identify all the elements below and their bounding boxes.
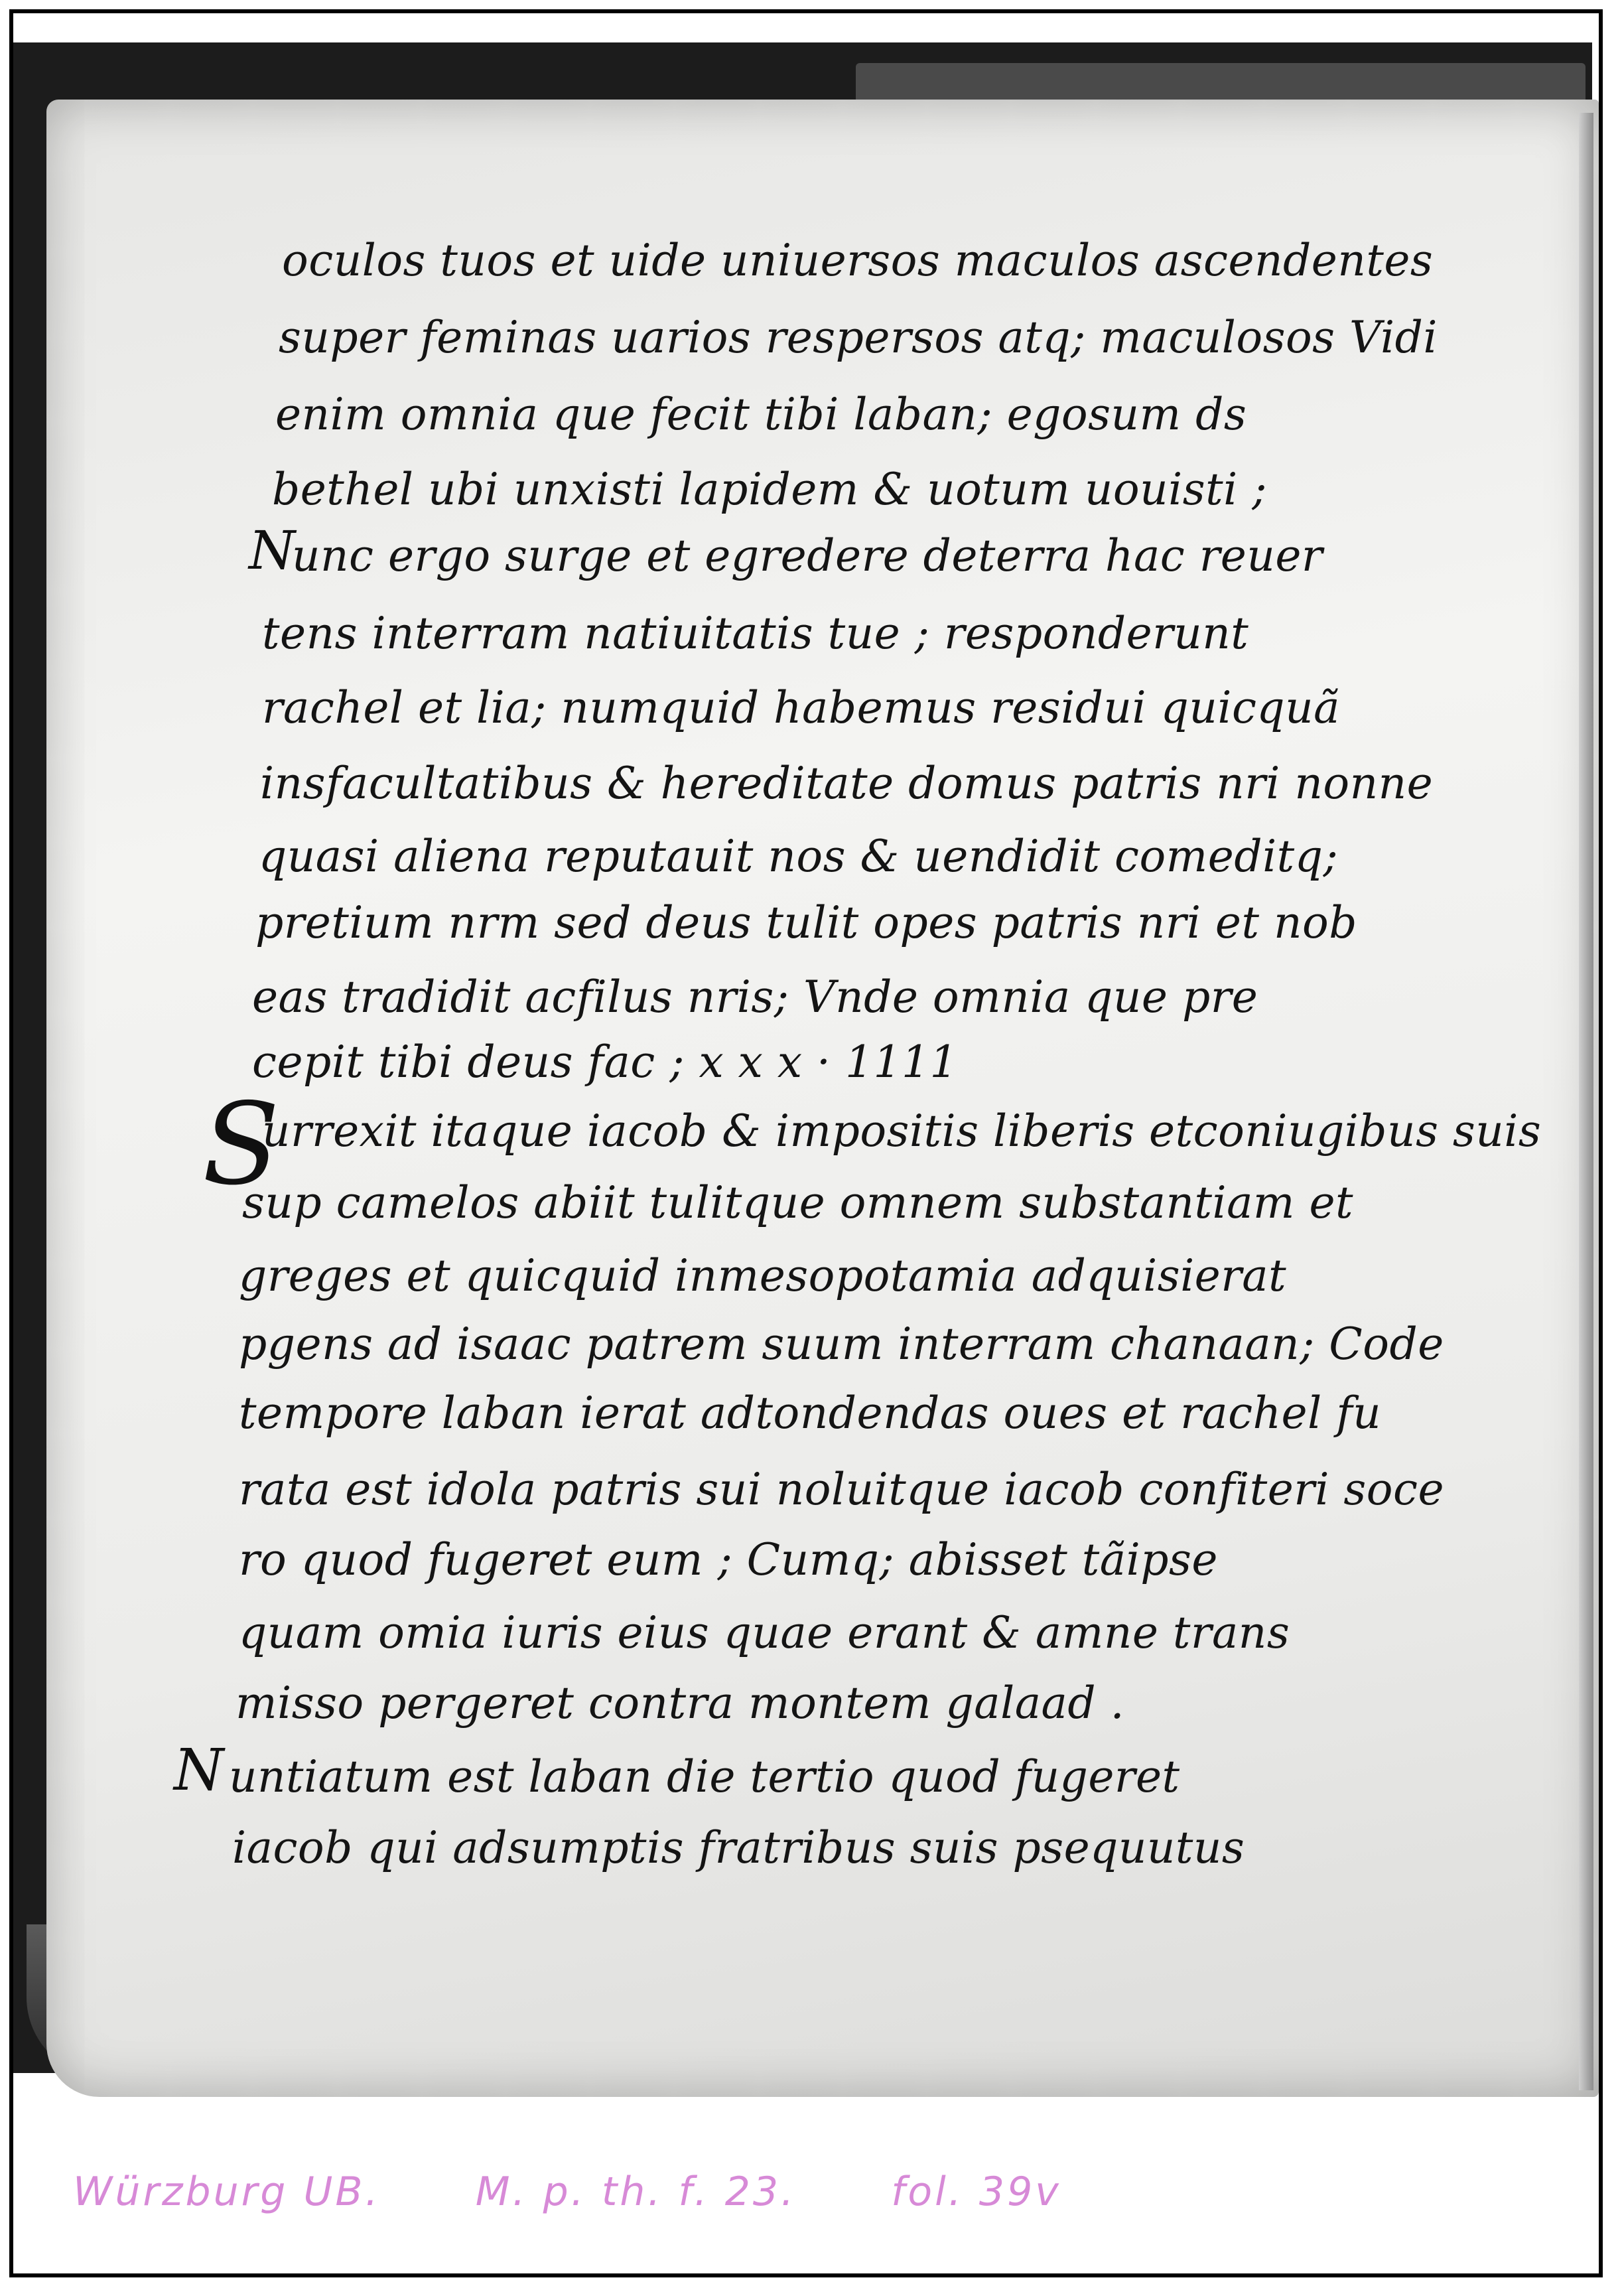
shelfmark-annotation [73,2169,1532,2215]
text-line: tens interram natiuitatis tue ; responderunt [262,608,1249,659]
text-line: super feminas uarios respersos atq; maculosos Vidi [279,312,1438,363]
text-line: sup camelos abiit tulitque omnem substantiam et [242,1177,1354,1228]
text-line: untiatum est laban die tertio quod fugeret [229,1751,1180,1802]
text-line: quam omia iuris eius quae erant & amne trans [239,1607,1290,1658]
text-line: pgens ad isaac patrem suum interram chanaan; Code [239,1319,1444,1370]
text-line: ro quod fugeret eum ; Cumq; abisset tãipse [239,1534,1218,1585]
text-line: pretium nrm sed deus tulit opes patris nri et nob [255,897,1357,948]
text-line: enim omnia que fecit tibi laban; egosum ds [275,389,1247,440]
text-line: tempore laban ierat adtondendas oues et rachel fu [239,1388,1382,1439]
folio-number: fol. 39v [891,2169,1061,2215]
text-line: rachel et lia; numquid habemus residui quicquã [262,682,1341,733]
text-line: cepit tibi deus fac ; x x x · 1111 [252,1037,958,1088]
text-line: misso pergeret contra montem galaad . [236,1678,1125,1729]
text-line: bethel ubi unxisti lapidem & uotum uouisti ; [272,464,1267,515]
initial-letter: N [174,1737,224,1804]
manuscript-signature: M. p. th. f. 23. [475,2169,797,2215]
text-line: quasi aliena reputauit nos & uendidit comeditq; [259,831,1339,882]
text-line: urrexit itaque iacob & impositis liberis etconiugibus suis [262,1106,1542,1157]
text-line: oculos tuos et uide uniuersos maculos ascendentes [282,235,1434,286]
initial-letter: N [249,520,295,581]
library-location: Würzburg UB. [73,2169,381,2215]
text-line: eas tradidit acfilus nris; Vnde omnia que pre [252,971,1258,1023]
text-line: unc ergo surge et egredere deterra hac reuer [292,530,1323,581]
initial-letter: S [202,1079,280,1210]
text-line: rata est idola patris sui noluitque iacob confiteri soce [239,1464,1445,1515]
text-line: iacob qui adsumptis fratribus suis psequutus [232,1822,1245,1873]
text-line: greges et quicquid inmesopotamia adquisierat [239,1250,1287,1301]
text-line: insfacultatibus & hereditate domus patris nri nonne [260,758,1434,809]
